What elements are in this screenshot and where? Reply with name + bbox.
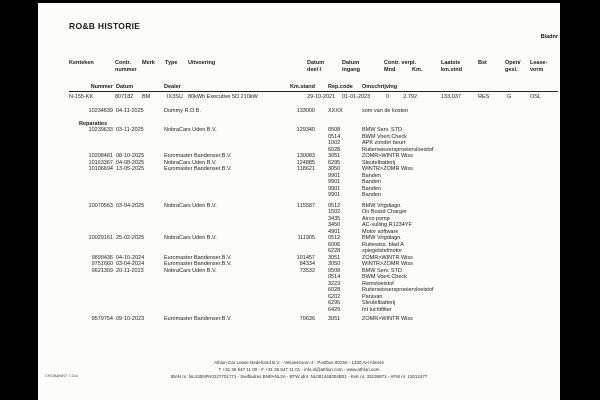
report-page bbox=[38, 3, 560, 400]
entry-kmstand: 70636 bbox=[299, 316, 315, 322]
omschrijving-text: Banden bbox=[362, 172, 381, 179]
rep-code: 6028 bbox=[328, 287, 341, 293]
col-header-open-gesl bbox=[505, 60, 521, 74]
col-header-datum-deel1-l1: Datum bbox=[307, 60, 325, 66]
entry-datum: 13-05-2025 bbox=[116, 166, 145, 172]
entry-kmstand: 111905 bbox=[297, 235, 315, 241]
omschrijving-text: BWM Voert.Check bbox=[362, 133, 407, 140]
col-header-mnd: Mnd bbox=[384, 67, 396, 73]
entry-codes bbox=[328, 316, 560, 323]
entry-dealer: NobraCars Uden B.V. bbox=[164, 235, 217, 241]
col-header-laatste-l2: km.stnd bbox=[441, 67, 463, 73]
subcol-header-dealer: Dealer bbox=[164, 84, 181, 90]
section-label-reparaties: Reparaties bbox=[79, 120, 108, 127]
entry-datum: 09-10-2023 bbox=[116, 316, 145, 322]
omschrijving-text: ZOMR>WINTR Wiss bbox=[362, 316, 413, 322]
vehicle-datum-deel1: 29-10-2021 bbox=[307, 94, 336, 100]
omschrijving-text: On Board Charger bbox=[362, 209, 407, 215]
repair-entry-row bbox=[38, 316, 560, 323]
rep-code: XXXX bbox=[328, 108, 343, 114]
vehicle-leasevorm: OSL bbox=[530, 94, 542, 100]
subcol-header-kmstand: Km.stand bbox=[289, 84, 315, 90]
omschrijving-text: Paravan bbox=[362, 293, 383, 300]
omschrijving-text: Ruitewiss. blad A bbox=[362, 241, 404, 248]
vehicle-type: IX3SU bbox=[167, 94, 183, 100]
omschrijving-text: WINTR>ZOMR Wiss bbox=[362, 166, 413, 172]
vehicle-bst: RES bbox=[478, 94, 490, 100]
col-header-laatste-kmstnd bbox=[441, 60, 462, 74]
entry-nummer: 10239633 bbox=[88, 127, 113, 133]
rep-code: 3051 bbox=[328, 153, 341, 159]
entry-nummer: 10234639 bbox=[88, 108, 113, 114]
col-header-contr-verpl-label: Contr. verpl. bbox=[384, 60, 417, 66]
entry-dealer: Euromaster Bandenser.B.V. bbox=[164, 316, 232, 322]
entry-kmstand: 118621 bbox=[297, 166, 315, 172]
col-header-km: Km. bbox=[412, 67, 423, 73]
rep-code: 0508 bbox=[328, 267, 341, 274]
col-header-contr-nummer bbox=[115, 60, 137, 74]
omschrijving-text: AC-vulling R1234YF bbox=[362, 222, 412, 228]
col-header-lease-l1: Lease- bbox=[530, 60, 548, 66]
subcol-header-nummer: Nummer bbox=[90, 84, 113, 90]
rep-code: 6028 bbox=[328, 146, 341, 153]
repair-entry-row bbox=[38, 268, 560, 314]
entry-datum: 03-04-2025 bbox=[116, 202, 145, 209]
entry-kmstand: 101457 bbox=[296, 254, 315, 261]
omschrijving-text: som van de kosten bbox=[362, 108, 409, 114]
entry-dealer: Euromaster Bandenser.B.V. bbox=[164, 261, 232, 267]
vehicle-datum-ingang: 01-01-2023 bbox=[342, 94, 371, 100]
col-header-datum-deel1-l2: deel I bbox=[307, 67, 322, 73]
repair-entry-row bbox=[38, 166, 560, 199]
rep-code: 6228 bbox=[328, 248, 341, 254]
entry-nummer: 10070563 bbox=[88, 202, 113, 209]
col-header-type: Type bbox=[165, 60, 178, 66]
entry-kmstand: 115587 bbox=[297, 202, 315, 209]
code-line bbox=[328, 316, 560, 323]
col-header-kenteken: Kenteken bbox=[69, 60, 94, 66]
entry-datum: 04-10-2024 bbox=[116, 254, 145, 261]
rep-code: 6006 bbox=[328, 241, 341, 248]
rep-code: 0512 bbox=[328, 202, 341, 209]
col-header-merk: Merk bbox=[142, 60, 155, 66]
rep-code: 3051 bbox=[328, 254, 341, 261]
rep-code: 6295 bbox=[328, 300, 341, 306]
vehicle-open-gesl: G bbox=[507, 94, 512, 100]
rep-code: 9901 bbox=[328, 185, 341, 192]
entry-codes bbox=[328, 268, 560, 314]
rep-code: 9901 bbox=[328, 179, 341, 185]
footer-address-block bbox=[38, 359, 560, 380]
bladnr-label: Bladnr bbox=[540, 34, 558, 40]
col-header-datum-deel1 bbox=[307, 60, 324, 74]
footer-program-code: CROBANR7 7.01v bbox=[45, 373, 79, 378]
vehicle-merk: BM bbox=[142, 94, 151, 100]
omschrijving-text: Int luchtfilter bbox=[362, 306, 392, 313]
entry-codes bbox=[328, 108, 560, 115]
col-header-contr-l1: Contr. bbox=[115, 60, 131, 66]
repair-entry-row bbox=[38, 127, 560, 153]
omschrijving-text: BWM Voert.Check bbox=[362, 274, 407, 280]
vehicle-km: 2.792 bbox=[403, 94, 417, 100]
entry-datum: 03-04-2024 bbox=[116, 261, 145, 267]
entry-kmstand: 130083 bbox=[296, 153, 315, 159]
rep-code: 0508 bbox=[328, 127, 341, 133]
rep-code: 3050 bbox=[328, 261, 341, 267]
rep-code: 9901 bbox=[328, 192, 341, 198]
omschrijving-text: Ruitenwissersproeiervloeistof bbox=[362, 287, 434, 293]
omschrijving-text: ZOMR>WINTR Wiss bbox=[362, 153, 413, 159]
rep-code: 9901 bbox=[328, 172, 341, 179]
rep-code: 1502 bbox=[328, 209, 341, 215]
vehicle-kenteken: N-155-KK bbox=[69, 94, 94, 100]
footer-line-contact: T +31 36 547 11 00 - F +31 36 547 11 01 - info.nl@athlon.com - www.athlon.com bbox=[218, 367, 380, 372]
col-header-uitvoering: Uitvoering bbox=[188, 60, 216, 66]
omschrijving-text: spiegelstelmotor bbox=[362, 248, 403, 254]
entry-codes bbox=[328, 203, 560, 236]
entry-dealer: NobraCars Uden B.V. bbox=[164, 267, 217, 274]
entry-kmstand: 129340 bbox=[296, 127, 315, 133]
rep-code: 6429 bbox=[328, 306, 341, 313]
col-header-laatste-l1: Laatste bbox=[441, 60, 461, 66]
col-header-datum-ingang bbox=[342, 60, 360, 74]
repair-entry-row bbox=[38, 108, 560, 115]
col-header-leasevorm bbox=[530, 60, 547, 74]
subcol-header-repcode: Rep.code bbox=[328, 84, 353, 90]
rep-code: 3435 bbox=[328, 215, 341, 222]
col-header-open-l2: gesl. bbox=[505, 67, 518, 73]
entry-nummer: 9899436 bbox=[91, 254, 113, 261]
entry-kmstand: 73532 bbox=[299, 267, 315, 274]
entry-nummer: 10163367 bbox=[88, 159, 113, 166]
entry-dealer: NobraCars Uden B.V. bbox=[164, 159, 217, 166]
entry-nummer: 10106694 bbox=[88, 166, 113, 172]
entry-datum: 03-11-2025 bbox=[116, 127, 144, 133]
col-header-contr-l2: nummer bbox=[115, 67, 137, 73]
rep-code: 0512 bbox=[328, 235, 341, 241]
col-header-datum-ingang-l2: ingang bbox=[342, 67, 361, 73]
col-header-lease-l2: vorm bbox=[530, 67, 544, 73]
entry-nummer: 10029161 bbox=[88, 235, 113, 241]
vehicle-mnd: 0 bbox=[385, 94, 389, 100]
col-header-open-l1: Open/ bbox=[505, 60, 521, 66]
code-line bbox=[328, 307, 560, 314]
entry-nummer: 10208481 bbox=[88, 153, 113, 159]
entry-dealer: Dummy R.O.B. bbox=[164, 108, 201, 114]
omschrijving-text: Banden bbox=[362, 185, 381, 192]
omschrijving-text: BMW Serv. STD bbox=[362, 127, 402, 133]
rep-code: 3223 bbox=[328, 280, 341, 287]
subcol-header-omschrijving: Omschrijving bbox=[362, 84, 398, 90]
rep-code: 4901 bbox=[328, 228, 341, 235]
omschrijving-text: Airco pomp bbox=[362, 215, 390, 222]
col-header-datum-ingang-l1: Datum bbox=[342, 60, 360, 66]
repair-entries bbox=[38, 108, 560, 323]
repair-entry-row bbox=[38, 203, 560, 236]
vehicle-uitvoering: 80kWh Executive 5D 210kW bbox=[188, 94, 258, 100]
omschrijving-text: BMW Serv. STD bbox=[362, 267, 402, 274]
entry-kmstand: 124885 bbox=[296, 159, 315, 166]
rep-code: 3050 bbox=[328, 166, 341, 172]
omschrijving-text: Banden bbox=[362, 179, 381, 185]
entry-dealer: Euromaster Bandenser.B.V. bbox=[164, 254, 232, 261]
entry-nummer: 9751660 bbox=[91, 261, 113, 267]
code-line bbox=[328, 108, 560, 115]
entry-dealer: NobraCars Uden B.V. bbox=[164, 127, 217, 133]
entry-datum: 04-08-2025 bbox=[116, 159, 145, 166]
vehicle-laatste-kmstnd: 133.037 bbox=[441, 94, 461, 100]
rep-code: 1002 bbox=[328, 140, 341, 146]
entry-kmstand: 133000 bbox=[296, 108, 315, 114]
page-title: RO&B HISTORIE bbox=[69, 21, 141, 31]
omschrijving-text: APK zonder beurt bbox=[362, 140, 406, 146]
omschrijving-text: Sleutelbatterij bbox=[362, 300, 396, 306]
rep-code: 3051 bbox=[328, 316, 341, 322]
entry-datum: 04-11-2025 bbox=[116, 108, 144, 114]
omschrijving-text: Motor software bbox=[362, 228, 399, 235]
entry-dealer: Euromaster Bandenser.B.V. bbox=[164, 153, 232, 159]
col-header-bst: Bst bbox=[478, 60, 487, 66]
omschrijving-text: Banden bbox=[362, 192, 381, 198]
omschrijving-text: WINTR>ZOMR Wiss bbox=[362, 261, 413, 267]
rep-code: 0514 bbox=[328, 274, 341, 280]
rep-code: 6202 bbox=[328, 293, 341, 300]
omschrijving-text: ZOMR>WINTR Wiss bbox=[362, 254, 413, 261]
header-divider-rule bbox=[69, 91, 558, 92]
entry-nummer: 9621309 bbox=[91, 267, 113, 274]
subcol-header-datum: Datum bbox=[116, 84, 134, 90]
code-line bbox=[328, 192, 560, 199]
entry-codes bbox=[328, 166, 560, 199]
entry-codes bbox=[328, 127, 560, 153]
rep-code: 3450 bbox=[328, 222, 341, 228]
footer-line-bank: IBAN nr. NL41BNPA0227701771 - Swiftadres BNPANL2A - BTW idnr. NL001448304B01 - KvK nr. 33136871 - AFM nr. 12012477 bbox=[170, 374, 428, 379]
rep-code: 6295 bbox=[328, 159, 341, 166]
entry-datum: 20-11-2023 bbox=[116, 267, 144, 274]
entry-kmstand: 84334 bbox=[299, 261, 315, 267]
entry-dealer: NobraCars Uden B.V. bbox=[164, 202, 217, 209]
repair-entry-row bbox=[38, 235, 560, 255]
omschrijving-text: Ruitenwissersproeiervloeistof bbox=[362, 146, 434, 153]
footer-line-address: Athlon Car Lease Nederland B.V. - Veluwezoom 4 - Postbus 60250 - 1320 AH Almere bbox=[214, 360, 384, 365]
omschrijving-text: Remvloeistof bbox=[362, 280, 394, 287]
entry-datum: 25-02-2025 bbox=[116, 235, 145, 241]
rep-code: 0514 bbox=[328, 133, 341, 140]
vehicle-contr-nummer: 807182 bbox=[115, 94, 134, 100]
entry-codes bbox=[328, 235, 560, 255]
omschrijving-text: BMW Vrtgdiagn. bbox=[362, 202, 402, 209]
omschrijving-text: Sleutelbatterij bbox=[362, 159, 396, 166]
entry-dealer: Euromaster Bandenser.B.V. bbox=[164, 166, 232, 172]
entry-datum: 08-10-2025 bbox=[116, 153, 145, 159]
entry-nummer: 9579754 bbox=[91, 316, 113, 322]
omschrijving-text: BMW Vrtgdiagn. bbox=[362, 235, 402, 241]
